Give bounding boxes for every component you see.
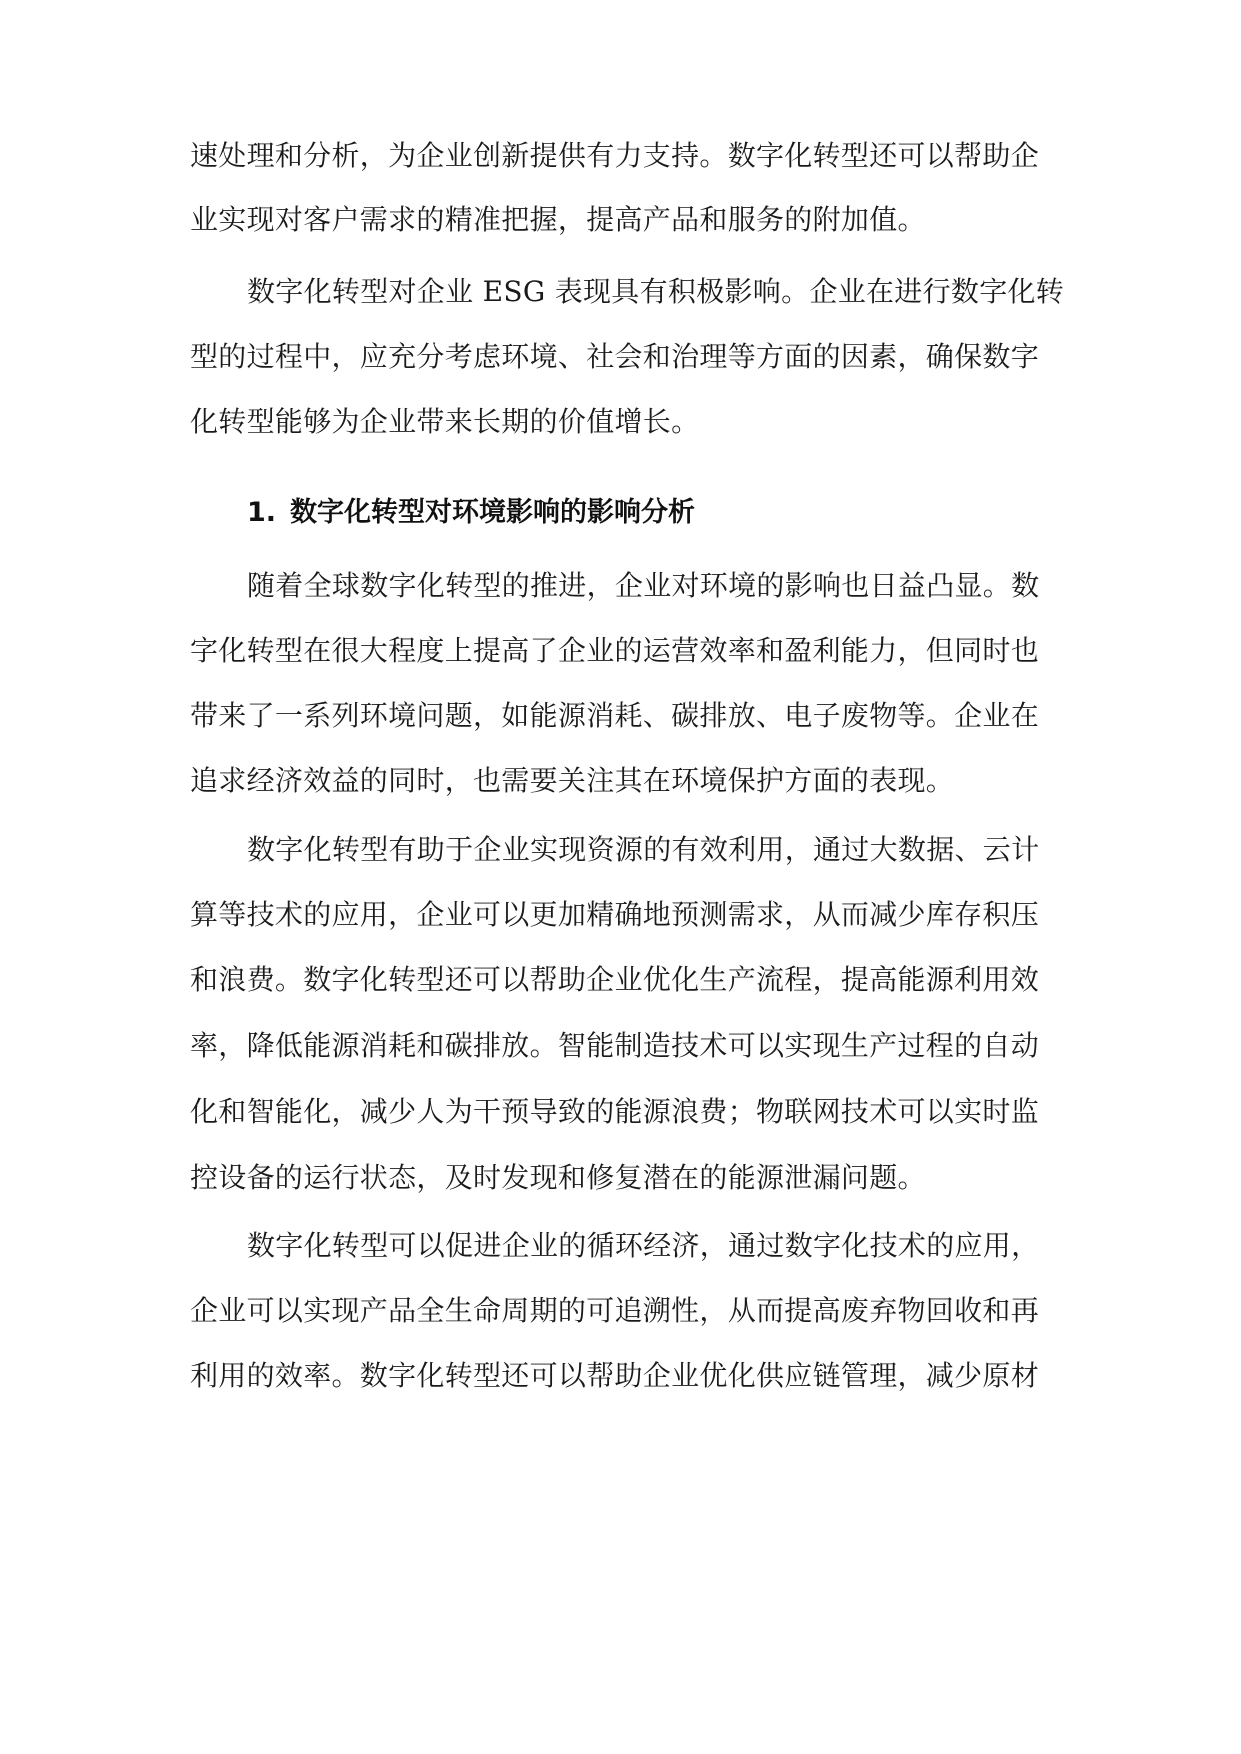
section-heading (247, 493, 1050, 533)
paragraph-line: 数字化转型对企业 ESG 表现具有积极影响。企业在进行数字化转 (247, 275, 1065, 308)
section-number: 1. (247, 497, 277, 528)
paragraph-line: 控设备的运行状态，及时发现和修复潜在的能源泄漏问题。 (190, 1161, 926, 1194)
paragraph-line: 利用的效率。数字化转型还可以帮助企业优化供应链管理，减少原材 (190, 1359, 1040, 1392)
paragraph-line: 化转型能够为企业带来长期的价值增长。 (190, 405, 700, 438)
paragraph-line: 带来了一系列环境问题，如能源消耗、碳排放、电子废物等。企业在 (190, 699, 1040, 732)
paragraph-line: 算等技术的应用，企业可以更加精确地预测需求，从而减少库存积压 (190, 898, 1040, 931)
paragraph-line: 字化转型在很大程度上提高了企业的运营效率和盈利能力，但同时也 (190, 634, 1040, 667)
paragraph-line: 化和智能化，减少人为干预导致的能源浪费；物联网技术可以实时监 (190, 1095, 1040, 1128)
paragraph-line: 随着全球数字化转型的推进，企业对环境的影响也日益凸显。数 (247, 569, 1040, 602)
paragraph-line: 数字化转型可以促进企业的循环经济，通过数字化技术的应用， (247, 1229, 1040, 1262)
paragraph-line: 率，降低能源消耗和碳排放。智能制造技术可以实现生产过程的自动 (190, 1029, 1040, 1062)
paragraph-line: 追求经济效益的同时，也需要关注其在环境保护方面的表现。 (190, 764, 955, 797)
paragraph-line: 业实现对客户需求的精准把握，提高产品和服务的附加值。 (190, 203, 926, 236)
paragraph-line: 型的过程中，应充分考虑环境、社会和治理等方面的因素，确保数字 (190, 340, 1040, 373)
paragraph-line: 和浪费。数字化转型还可以帮助企业优化生产流程，提高能源利用效 (190, 963, 1040, 996)
section-title: 数字化转型对环境影响的影响分析 (290, 497, 696, 528)
paragraph-line: 数字化转型有助于企业实现资源的有效利用，通过大数据、云计 (247, 833, 1040, 866)
paragraph-line: 速处理和分析，为企业创新提供有力支持。数字化转型还可以帮助企 (190, 139, 1040, 172)
paragraph-line: 企业可以实现产品全生命周期的可追溯性，从而提高废弃物回收和再 (190, 1294, 1040, 1327)
